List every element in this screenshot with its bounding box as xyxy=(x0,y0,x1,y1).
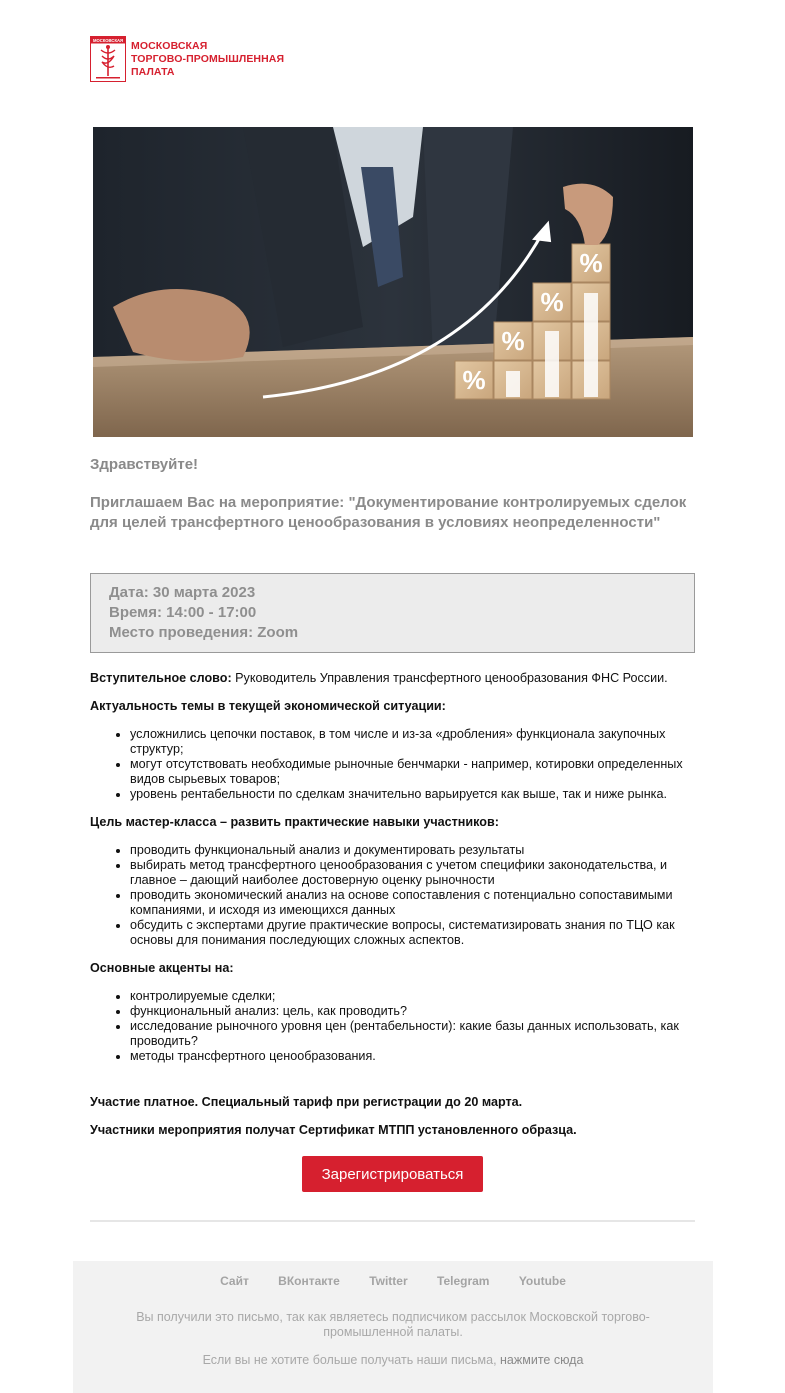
mtpp-emblem-icon xyxy=(90,36,126,82)
logo-small-label: МОСКОВСКАЯ xyxy=(92,38,124,43)
list-item: • усложнились цепочки поставок, в том числе и из-за «дробления» функционала закупочных структур; xyxy=(130,727,695,757)
event-time: Время: 14:00 - 17:00 xyxy=(109,604,257,621)
certificate-note xyxy=(90,1123,695,1138)
focus-heading xyxy=(90,961,695,976)
list-item: • исследование рыночного уровня цен (рентабельности): какие базы данных использовать, как проводить? xyxy=(130,1019,695,1049)
event-description xyxy=(90,671,695,1151)
list-item: • проводить функциональный анализ и документировать результаты xyxy=(130,843,695,858)
svg-text:%: % xyxy=(579,248,603,278)
svg-text:%: % xyxy=(462,365,486,395)
footer-link-twitter[interactable]: Twitter xyxy=(369,1274,408,1288)
register-button[interactable]: Зарегистрироваться xyxy=(302,1156,483,1192)
intro-speaker-text: Руководитель Управления трансфертного ценообразования ФНС России. xyxy=(231,671,668,685)
svg-text:%: % xyxy=(501,326,525,356)
relevance-heading xyxy=(90,699,695,714)
divider xyxy=(90,1220,695,1222)
footer-link-vkontakte[interactable]: ВКонтакте xyxy=(278,1274,340,1288)
list-item: • проводить экономический анализ на основе сопоставления с потенциально сопоставимыми компаниями, и исходя из имеющихся данных xyxy=(130,888,695,918)
footer-link-site[interactable]: Сайт xyxy=(220,1274,249,1288)
event-place: Место проведения: Zoom xyxy=(109,624,299,641)
footer-links xyxy=(73,1274,713,1288)
unsubscribe-line xyxy=(73,1353,713,1367)
unsubscribe-text: Если вы не хотите больше получать наши письма, xyxy=(202,1353,501,1367)
goal-heading-text: Цель мастер-класса – развить практические навыки участников: xyxy=(90,815,499,829)
organization-name-line-1: МОСКОВСКАЯ xyxy=(131,39,208,52)
mtpp-logo[interactable] xyxy=(90,36,284,82)
paid-participation-text: Участие платное. Специальный тариф при регистрации до 20 марта. xyxy=(90,1095,523,1109)
footer-link-youtube[interactable]: Youtube xyxy=(518,1274,566,1288)
list-item: • могут отсутствовать необходимые рыночные бенчмарки - например, котировки определенных видов сырьевых товаров; xyxy=(130,757,695,787)
percent-blocks-growth-image xyxy=(93,127,693,437)
event-invitation: Приглашаем Вас на мероприятие: "Документирование контролируемых сделок для целей трансфертного ценообразования в условиях неопределенности" xyxy=(90,494,687,531)
list-item: • выбирать метод трансфертного ценообразования с учетом специфики законодательства, и главное – дающий наиболее достоверную оценку рыночности xyxy=(130,858,695,888)
focus-list xyxy=(90,989,695,1064)
footer xyxy=(73,1261,713,1393)
intro-section xyxy=(90,454,695,533)
relevance-heading-text: Актуальность темы в текущей экономической ситуации: xyxy=(90,699,446,713)
list-item: • функциональный анализ: цель, как проводить? xyxy=(130,1004,695,1019)
paid-participation-note xyxy=(90,1095,695,1110)
unsubscribe-link[interactable]: нажмите сюда xyxy=(500,1353,584,1367)
list-item: • уровень рентабельности по сделкам значительно варьируется как выше, так и ниже рынка. xyxy=(130,787,695,802)
intro-speaker-label: Вступительное слово: xyxy=(90,671,232,685)
goal-list xyxy=(90,843,695,948)
svg-text:%: % xyxy=(540,287,564,317)
list-item: • методы трансфертного ценообразования. xyxy=(130,1049,695,1064)
organization-name xyxy=(131,40,284,79)
organization-name-line-2: ТОРГОВО-ПРОМЫШЛЕННАЯ xyxy=(131,52,285,65)
intro-speaker xyxy=(90,671,695,686)
focus-heading-text: Основные акценты на: xyxy=(90,961,234,975)
goal-heading xyxy=(90,815,695,830)
hero-image xyxy=(93,127,693,437)
certificate-note-text: Участники мероприятия получат Сертификат МТПП установленного образца. xyxy=(90,1123,577,1137)
organization-name-line-3: ПАЛАТА xyxy=(131,65,175,78)
subscription-note: Вы получили это письмо, так как являетесь подписчиком рассылок Московской торгово-промышленной палаты. xyxy=(136,1310,650,1339)
greeting: Здравствуйте! xyxy=(90,456,199,473)
list-item: • обсудить с экспертами другие практические вопросы, систематизировать знания по ТЦО как основы для понимания последующих сложных аспектов. xyxy=(130,918,695,948)
event-date: Дата: 30 марта 2023 xyxy=(109,584,256,601)
footer-link-telegram[interactable]: Telegram xyxy=(437,1274,490,1288)
event-details-box xyxy=(90,573,695,653)
relevance-list xyxy=(90,727,695,802)
list-item: • контролируемые сделки; xyxy=(130,989,695,1004)
